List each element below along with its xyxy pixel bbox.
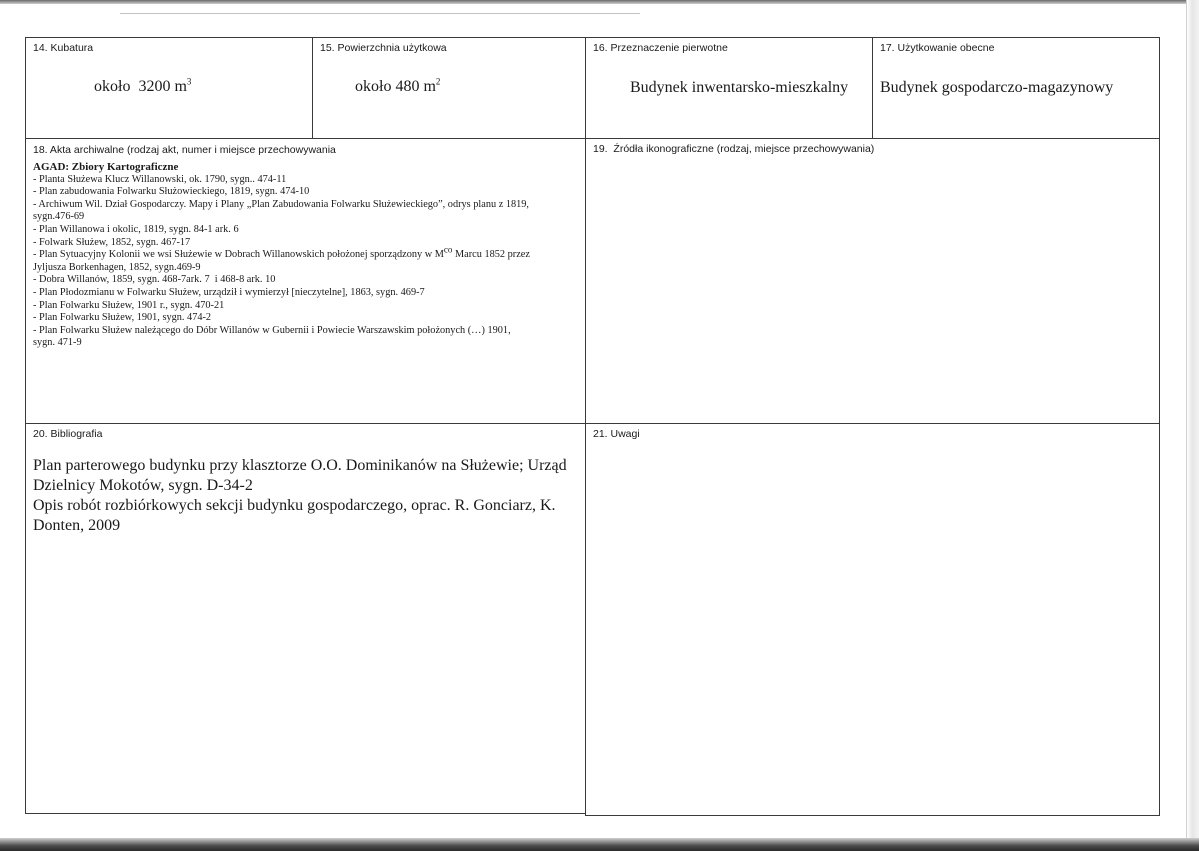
bibliography-list	[33, 456, 578, 536]
field-value: Budynek gospodarczo-magazynowy	[880, 79, 1114, 96]
field-label: 20. Bibliografia	[33, 428, 103, 440]
superscript: co	[443, 244, 453, 255]
field-uzytkowanie	[872, 37, 1160, 139]
list-item: - Plan Folwarku Służew, 1901 r., sygn. 470-21	[33, 299, 225, 311]
list-item: Jyljusza Borkenhagen, 1852, sygn.469-9	[33, 261, 201, 273]
list-item: - Plan Folwarku Służew należącego do Dóbr Willanów w Gubernii i Powiecie Warszawskim położonych (…) 1901,	[33, 324, 511, 336]
bibliography-entry: Donten, 2009	[33, 517, 121, 534]
list-item: - Plan Willanowa i okolic, 1819, sygn. 84-1 ark. 6	[33, 223, 239, 235]
field-powierzchnia	[312, 37, 586, 139]
field-uwagi	[585, 423, 1160, 816]
list-item: - Plan zabudowania Folwarku Służowieckiego, 1819, sygn. 474-10	[33, 186, 310, 198]
list-item: - Archiwum Wil. Dział Gospodarczy. Mapy i Plany „Plan Zabudowania Folwarku Służewieckiego”, odrys planu z 1819,	[33, 198, 530, 210]
field-bibliografia	[25, 423, 586, 814]
field-label: 17. Użytkowanie obecne	[880, 42, 995, 54]
field-value	[94, 78, 191, 96]
field-label: 14. Kubatura	[33, 42, 94, 54]
field-label: 18. Akta archiwalne (rodzaj akt, numer i miejsce przechowywania	[33, 144, 336, 156]
field-label: 15. Powierzchnia użytkowa	[320, 42, 447, 54]
item-text: Marcu 1852 przez	[452, 249, 530, 261]
scan-edge-bottom	[0, 838, 1199, 851]
list-item	[33, 244, 593, 262]
list-item: - Dobra Willanów, 1859, sygn. 468-7ark. 7 i 468-8 ark. 10	[33, 274, 276, 286]
archive-list	[33, 161, 593, 350]
scan-edge-top	[0, 0, 1199, 4]
field-label: 19. Źródła ikonograficzne (rodzaj, miejsce przechowywania)	[593, 143, 875, 155]
list-item: sygn.476-69	[33, 211, 85, 223]
list-item: sygn. 471-9	[33, 337, 82, 349]
scan-edge-right	[1186, 0, 1199, 838]
list-item: - Plan Płodozmianu w Folwarku Służew, urządził i wymierzył [nieczytelne], 1863, sygn. 469-7	[33, 286, 425, 298]
field-value	[355, 78, 440, 96]
field-przeznaczenie	[585, 37, 873, 139]
item-text: - Plan Sytuacyjny Kolonii we wsi Służewie w Dobrach Willanowskich położonej sporządzony w M	[33, 249, 444, 261]
field-kubatura	[25, 37, 313, 139]
value-text: około 3200 m	[94, 78, 187, 95]
list-item: - Planta Służewa Klucz Willanowski, ok. 1790, sygn.. 474-11	[33, 173, 287, 185]
list-item: - Plan Folwarku Służew, 1901, sygn. 474-2	[33, 312, 212, 324]
scan-artifact-line	[120, 13, 640, 14]
bibliography-entry: Opis robót rozbiórkowych sekcji budynku gospodarczego, oprac. R. Gonciarz, K.	[33, 497, 556, 514]
list-item: - Folwark Służew, 1852, sygn. 467-17	[33, 236, 191, 248]
field-zrodla-ikonograficzne	[585, 138, 1160, 424]
bibliography-entry: Plan parterowego budynku przy klasztorze O.O. Dominikanów na Służewie; Urząd	[33, 457, 567, 474]
superscript: 3	[186, 76, 192, 87]
field-value: Budynek inwentarsko-mieszkalny	[630, 79, 849, 96]
field-label: 21. Uwagi	[593, 428, 640, 440]
archive-heading: AGAD: Zbiory Kartograficzne	[33, 161, 179, 173]
bibliography-entry: Dzielnicy Mokotów, sygn. D-34-2	[33, 477, 253, 494]
value-text: około 480 m	[355, 78, 436, 95]
field-label: 16. Przeznaczenie pierwotne	[593, 42, 728, 54]
field-akta-archiwalne	[25, 138, 586, 424]
superscript: 2	[435, 76, 441, 87]
